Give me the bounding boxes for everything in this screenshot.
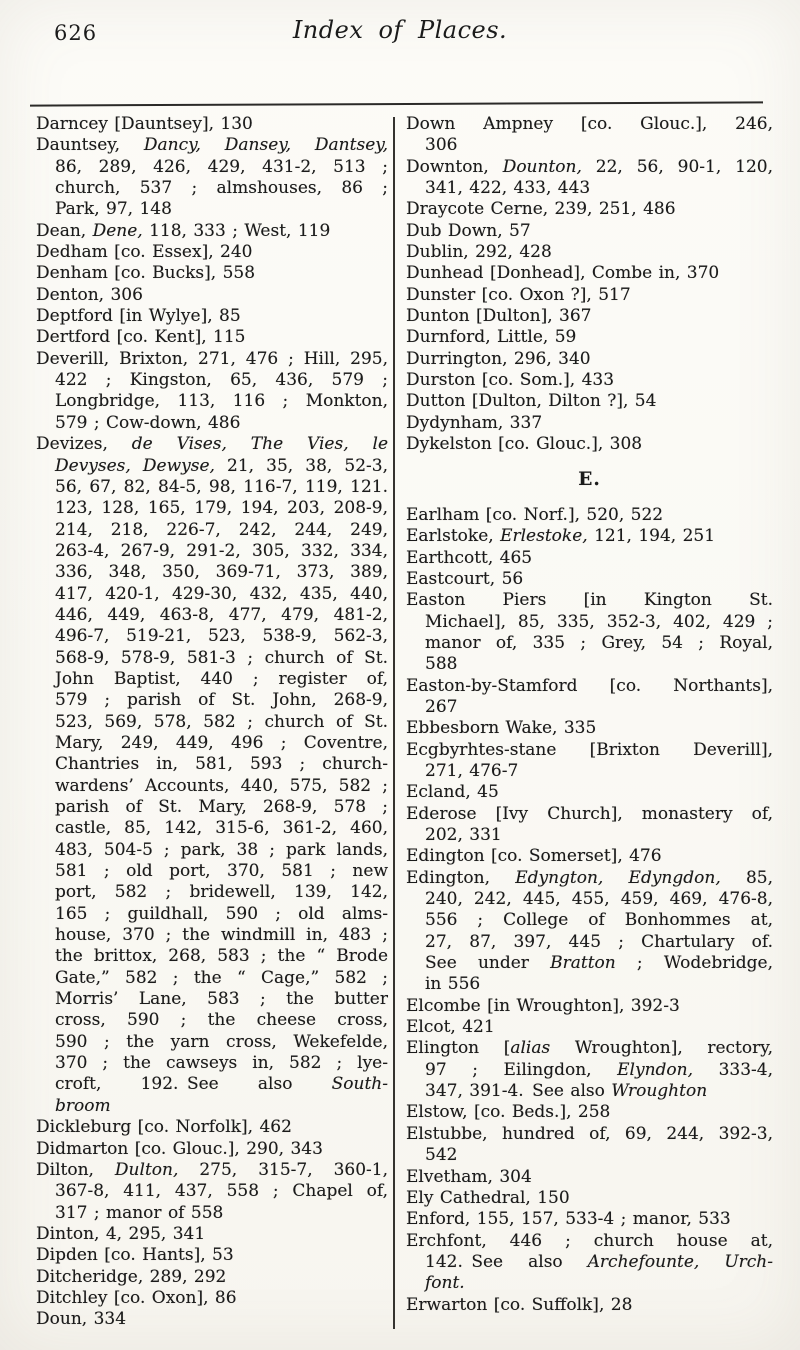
index-line: Dunster [co. Oxon ?], 517 — [406, 284, 631, 305]
index-line: 523, 569, 578, 582 ; church of St. — [55, 711, 388, 732]
index-line: Denham [co. Bucks], 558 — [36, 263, 256, 284]
variant-name-italic: Dulton, — [114, 1159, 179, 1180]
index-line: croft, 192. See also South- — [55, 1074, 388, 1095]
index-line: Doun, 334 — [36, 1309, 127, 1330]
index-line: Dunhead [Donhead], Combe in, 370 — [406, 263, 720, 284]
index-entry — [36, 221, 388, 242]
variant-name-italic: Wroughton — [611, 1081, 708, 1102]
index-entry — [406, 263, 773, 284]
index-entry — [36, 434, 388, 1117]
index-line: Dub Down, 57 — [406, 220, 531, 241]
section-heading: E. — [578, 468, 601, 490]
index-line: Ecland, 45 — [406, 782, 499, 803]
index-line: Morris’ Lane, 583 ; the butter — [55, 989, 388, 1010]
variant-name-italic: font. — [425, 1273, 465, 1294]
index-entry — [406, 434, 773, 455]
index-entry — [406, 548, 773, 569]
index-entry — [406, 114, 773, 157]
index-line: Mary, 249, 449, 496 ; Coventre, — [55, 732, 388, 753]
index-entry — [406, 306, 773, 327]
index-line: 417, 420-1, 429-30, 432, 435, 440, — [55, 583, 388, 604]
index-entry — [36, 1245, 388, 1266]
index-line: Michael], 85, 335, 352-3, 402, 429 ; — [425, 611, 773, 632]
variant-name-italic: Archefounte, Urch- — [587, 1251, 773, 1272]
index-entry — [406, 327, 773, 348]
index-line: 370 ; the cawseys in, 582 ; lye- — [55, 1053, 388, 1074]
index-entry — [406, 221, 773, 242]
variant-name-italic: Dene, — [92, 220, 143, 241]
index-line: 568-9, 578-9, 581-3 ; church of St. — [55, 647, 388, 668]
index-entry — [36, 349, 388, 434]
index-line: John Baptist, 440 ; register of, — [55, 668, 388, 689]
index-entry — [36, 285, 388, 306]
index-line: Elcombe [in Wroughton], 392-3 — [406, 995, 680, 1016]
left-column — [36, 114, 388, 1331]
variant-name-italic: de Vises, The Vies, le — [131, 434, 389, 455]
variant-name-italic: broom — [55, 1095, 111, 1116]
index-line: 56, 67, 82, 84-5, 98, 116-7, 119, 121. — [55, 476, 388, 497]
index-line: Elstow, [co. Beds.], 258 — [406, 1102, 611, 1123]
index-line: 556 ; College of Bonhommes at, — [425, 910, 773, 931]
index-line: Chantries in, 581, 593 ; church- — [55, 754, 388, 775]
index-line: Easton-by-Stamford [co. Northants], — [406, 675, 773, 696]
index-line: Dedham [co. Essex], 240 — [36, 242, 253, 263]
index-line: Earlham [co. Norf.], 520, 522 — [406, 504, 664, 525]
index-line: Earlstoke, Erlestoke, 121, 194, 251 — [406, 526, 716, 547]
index-line: 317 ; manor of 558 — [55, 1202, 224, 1223]
index-line: 202, 331 — [425, 825, 502, 845]
index-line: Dilton, Dulton, 275, 315-7, 360-1, — [36, 1159, 389, 1180]
index-line: 165 ; guildhall, 590 ; old alms- — [55, 903, 388, 924]
index-line — [36, 1096, 388, 1117]
index-line: Park, 97, 148 — [55, 199, 172, 220]
index-line: Enford, 155, 157, 533-4 ; manor, 533 — [406, 1209, 731, 1230]
index-line: Ebbesborn Wake, 335 — [406, 718, 597, 739]
variant-name-italic: Devyses, Dewyse, — [55, 455, 215, 476]
index-line: 367-8, 411, 437, 558 ; Chapel of, — [55, 1181, 388, 1202]
index-line: 579 ; parish of St. John, 268-9, — [55, 690, 388, 711]
index-line: in 556 — [425, 974, 481, 995]
index-line: Dublin, 292, 428 — [406, 242, 552, 263]
column-divider — [393, 117, 395, 1329]
index-line: Dutton [Dulton, Dilton ?], 54 — [406, 391, 657, 412]
index-entry — [406, 391, 773, 412]
index-line: the brittox, 268, 583 ; the “ Brode — [55, 946, 388, 967]
index-line: 542 — [425, 1145, 458, 1166]
index-line: parish of St. Mary, 268-9, 578 ; — [55, 797, 388, 817]
index-entry — [406, 1167, 773, 1188]
index-line: Devizes, de Vises, The Vies, le — [36, 434, 389, 455]
index-line: 336, 348, 350, 369-71, 373, 389, — [55, 562, 388, 583]
index-line: Dunton [Dulton], 367 — [406, 306, 592, 327]
index-entry — [36, 1160, 388, 1224]
index-entry — [36, 1224, 388, 1245]
index-entry — [36, 1267, 388, 1288]
variant-name-italic: Edyngton, Edyngdon, — [515, 867, 721, 888]
index-line: Dipden [co. Hants], 53 — [36, 1245, 234, 1266]
index-line: 581 ; old port, 370, 581 ; new — [55, 861, 388, 882]
variant-name-italic: Erlestoke, — [500, 526, 588, 547]
index-entry — [406, 413, 773, 434]
index-entry — [406, 1102, 773, 1123]
index-line: Elington [alias Wroughton], rectory, — [406, 1038, 773, 1059]
index-line: Darncey [Dauntsey], 130 — [36, 114, 253, 134]
index-line: Elvetham, 304 — [406, 1166, 532, 1187]
index-line: 496-7, 519-21, 523, 538-9, 562-3, — [55, 626, 388, 647]
index-line: 86, 289, 426, 429, 431-2, 513 ; — [55, 156, 388, 177]
index-line: Downton, Dounton, 22, 56, 90-1, 120, — [406, 156, 773, 177]
index-line: Durston [co. Som.], 433 — [406, 370, 615, 391]
index-entry — [406, 1295, 773, 1316]
index-line: cross, 590 ; the cheese cross, — [55, 1010, 388, 1031]
index-line: 123, 128, 165, 179, 194, 203, 208-9, — [55, 498, 388, 519]
index-line: Dertford [co. Kent], 115 — [36, 327, 246, 348]
index-line: Denton, 306 — [36, 284, 143, 305]
index-line: house, 370 ; the windmill in, 483 ; — [55, 925, 388, 946]
index-entry — [406, 1209, 773, 1230]
index-line: 263-4, 267-9, 291-2, 305, 332, 334, — [55, 540, 388, 561]
variant-name-italic: South- — [331, 1074, 388, 1095]
index-line: Elstubbe, hundred of, 69, 244, 392-3, — [406, 1123, 773, 1144]
index-entry — [406, 569, 773, 590]
index-line: Ditchley [co. Oxon], 86 — [36, 1287, 237, 1308]
index-line: 341, 422, 433, 443 — [425, 178, 591, 199]
index-entry — [406, 370, 773, 391]
variant-name-italic: Bratton — [550, 953, 616, 974]
variant-name-italic: Elyndon, — [617, 1059, 693, 1080]
variant-name-italic: Dancy, Dansey, Dantsey, — [143, 135, 389, 156]
index-line: Dauntsey, Dancy, Dansey, Dantsey, — [36, 135, 389, 156]
index-entry — [406, 846, 773, 867]
index-entry — [406, 285, 773, 306]
index-entry — [36, 1117, 388, 1138]
header-rule — [30, 101, 763, 106]
index-entry — [36, 1309, 388, 1330]
index-line: Dickleburg [co. Norfolk], 462 — [36, 1117, 292, 1138]
index-entry — [406, 1038, 773, 1102]
index-line — [406, 1273, 773, 1294]
page-number: 626 — [54, 21, 98, 45]
index-entry — [406, 782, 773, 803]
index-line: 240, 242, 445, 455, 459, 469, 476-8, — [425, 889, 773, 910]
index-line: 97 ; Eilingdon, Elyndon, 333-4, — [425, 1059, 773, 1080]
index-line: Dydynham, 337 — [406, 412, 543, 433]
index-line: Ditcheridge, 289, 292 — [36, 1266, 227, 1287]
index-line: Ederose [Ivy Church], monastery of, — [406, 803, 773, 824]
index-line: 588 — [425, 654, 458, 675]
index-entry — [36, 242, 388, 263]
index-line: Longbridge, 113, 116 ; Monkton, — [55, 391, 388, 412]
index-entry — [406, 242, 773, 263]
index-line: 214, 218, 226-7, 242, 244, 249, — [55, 519, 388, 540]
index-line: Devyses, Dewyse, 21, 35, 38, 52-3, — [55, 455, 388, 476]
index-line: Draycote Cerne, 239, 251, 486 — [406, 199, 676, 220]
index-entry — [406, 676, 773, 719]
index-line: 422 ; Kingston, 65, 436, 579 ; — [55, 370, 388, 391]
index-entry — [406, 349, 773, 370]
index-line: port, 582 ; bridewell, 139, 142, — [55, 882, 388, 903]
index-line: 483, 504-5 ; park, 38 ; park lands, — [55, 839, 388, 860]
index-line: Elcot, 421 — [406, 1017, 495, 1038]
index-entry — [406, 804, 773, 847]
index-line: 271, 476-7 — [425, 760, 519, 781]
index-line: 27, 87, 397, 445 ; Chartulary of. — [425, 931, 773, 952]
index-line: Didmarton [co. Glouc.], 290, 343 — [36, 1138, 323, 1159]
index-entry — [406, 1124, 773, 1167]
index-line: 446, 449, 463-8, 477, 479, 481-2, — [55, 604, 388, 625]
index-entry — [36, 135, 388, 220]
index-line: See under Bratton ; Wodebridge, — [425, 953, 773, 974]
index-entry — [406, 526, 773, 547]
index-entry — [36, 263, 388, 284]
variant-name-italic: Dounton, — [502, 156, 582, 177]
page-title: Index of Places. — [292, 16, 508, 44]
index-line: wardens’ Accounts, 440, 575, 582 ; — [55, 775, 388, 796]
index-entry — [406, 505, 773, 526]
index-line: Down Ampney [co. Glouc.], 246, — [406, 114, 773, 134]
index-line: 347, 391-4. See also Wroughton — [425, 1081, 708, 1102]
index-entry — [406, 868, 773, 996]
index-entry — [406, 1017, 773, 1038]
index-line: church, 537 ; almshouses, 86 ; — [55, 178, 388, 199]
index-line: 142. See also Archefounte, Urch- — [425, 1251, 773, 1272]
index-entry — [36, 306, 388, 327]
index-line: 306 — [425, 135, 458, 156]
index-line: Deptford [in Wylye], 85 — [36, 306, 241, 327]
index-entry — [406, 157, 773, 200]
index-line: Edington [co. Somerset], 476 — [406, 846, 662, 867]
index-line: Dean, Dene, 118, 333 ; West, 119 — [36, 220, 331, 241]
index-line: Deverill, Brixton, 271, 476 ; Hill, 295, — [36, 348, 388, 369]
index-entry — [36, 1288, 388, 1309]
index-entry — [36, 1139, 388, 1160]
index-line: Easton Piers [in Kington St. — [406, 590, 773, 611]
index-entry — [406, 740, 773, 783]
index-line: castle, 85, 142, 315-6, 361-2, 460, — [55, 818, 388, 839]
index-line: Erwarton [co. Suffolk], 28 — [406, 1294, 633, 1315]
variant-name-italic: alias — [510, 1038, 551, 1059]
index-entry — [406, 718, 773, 739]
index-line: Dykelston [co. Glouc.], 308 — [406, 434, 643, 455]
index-line: 267 — [425, 696, 458, 717]
index-entry — [406, 199, 773, 220]
index-line: Edington, Edyngton, Edyngdon, 85, — [406, 867, 773, 888]
index-line: Durrington, 296, 340 — [406, 348, 591, 369]
index-line: Durnford, Little, 59 — [406, 327, 577, 348]
index-line: Earthcott, 465 — [406, 547, 533, 568]
index-entry — [36, 327, 388, 348]
index-line: 590 ; the yarn cross, Wekefelde, — [55, 1031, 388, 1052]
index-line: Ely Cathedral, 150 — [406, 1187, 570, 1208]
right-column — [406, 114, 773, 1316]
index-entry — [406, 1188, 773, 1209]
index-line: manor of, 335 ; Grey, 54 ; Royal, — [425, 632, 773, 653]
index-line: Dinton, 4, 295, 341 — [36, 1223, 206, 1244]
index-entry — [406, 590, 773, 675]
index-entry — [406, 996, 773, 1017]
index-line: Gate,” 582 ; the “ Cage,” 582 ; — [55, 967, 388, 988]
index-line: Ecgbyrhtes-stane [Brixton Deverill], — [406, 739, 773, 760]
index-line: 579 ; Cow-down, 486 — [55, 412, 241, 433]
index-line: Eastcourt, 56 — [406, 568, 524, 589]
index-entry — [36, 114, 388, 135]
index-line: Erchfont, 446 ; church house at, — [406, 1230, 773, 1251]
index-entry — [406, 1231, 773, 1295]
